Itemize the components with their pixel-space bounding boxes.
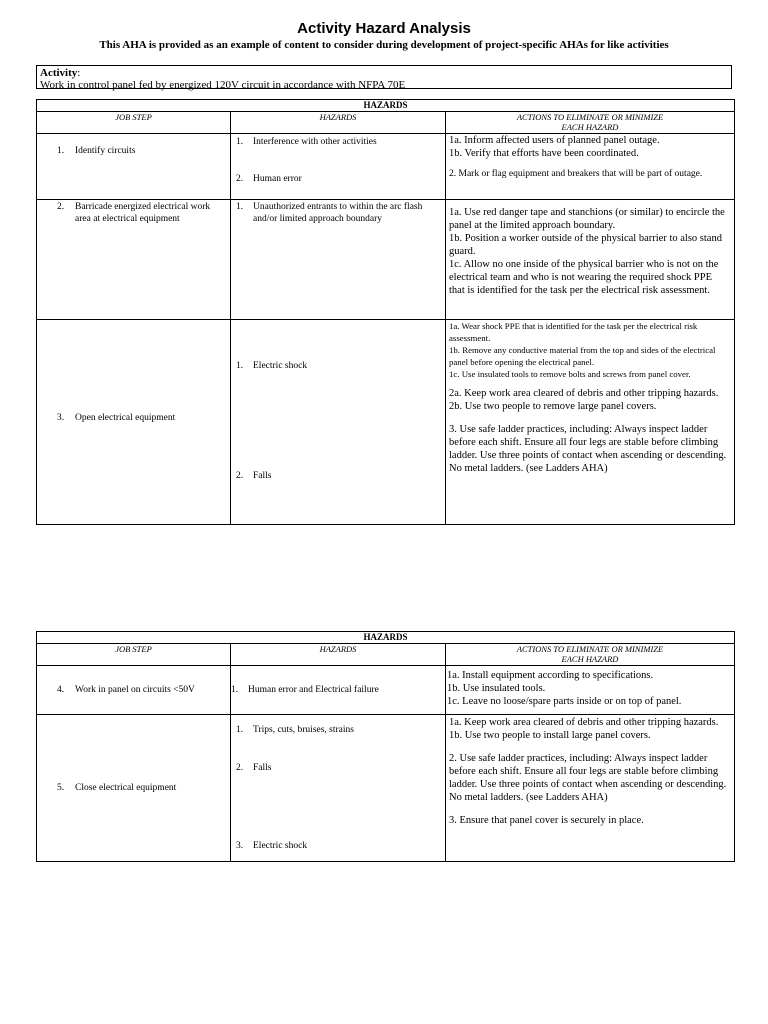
activity-label: Activity bbox=[40, 67, 78, 79]
hazard-text: Electric shock bbox=[253, 361, 308, 371]
step-text: Work in panel on circuits <50V bbox=[75, 685, 195, 695]
table-row bbox=[37, 320, 735, 525]
step-text: Barricade energized electrical work area at electrical equipment bbox=[75, 202, 211, 224]
hazard-text: Human error and Electrical failure bbox=[248, 685, 379, 695]
action-item: 1c. Leave no loose/spare parts inside or on top of panel. bbox=[447, 696, 682, 707]
hazard-text: Falls bbox=[253, 763, 272, 773]
action-item: 1b. Use two people to install large panel covers. bbox=[449, 730, 651, 741]
table-row bbox=[37, 200, 735, 320]
job-step-cell bbox=[37, 666, 231, 715]
action-item: 1b. Position a worker outside of the physical barrier to also stand guard. bbox=[449, 233, 722, 257]
actions-cell bbox=[446, 200, 735, 320]
job-step-cell bbox=[37, 320, 231, 525]
table-row bbox=[37, 134, 735, 200]
action-item: 1c. Use insulated tools to remove bolts and screws from panel cover. bbox=[449, 369, 691, 379]
step-number: 5. bbox=[57, 783, 65, 793]
document-subtitle: This AHA is provided as an example of content to consider during development of project-specific AHAs for like activities bbox=[99, 39, 669, 51]
actions-header-line2: EACH HAZARD bbox=[561, 122, 619, 132]
document-title: Activity Hazard Analysis bbox=[297, 20, 471, 37]
hazard-number: 2. bbox=[236, 174, 244, 184]
job-step-cell bbox=[37, 715, 231, 862]
action-item: 1b. Verify that efforts have been coordinated. bbox=[449, 148, 639, 159]
step-text: Close electrical equipment bbox=[75, 783, 177, 793]
step-text: Identify circuits bbox=[75, 146, 136, 156]
job-step-header: JOB STEP bbox=[37, 112, 231, 134]
hazard-table-2 bbox=[36, 631, 735, 862]
hazard-text: Falls bbox=[253, 471, 272, 481]
action-item: 1a. Install equipment according to specifications. bbox=[447, 670, 654, 681]
actions-cell bbox=[446, 320, 735, 525]
hazards-cell bbox=[231, 134, 446, 200]
actions-cell bbox=[446, 715, 735, 862]
action-item: 1a. Keep work area cleared of debris and other tripping hazards. bbox=[449, 717, 719, 728]
action-item: 3. Ensure that panel cover is securely in place. bbox=[449, 815, 644, 826]
hazards-header: HAZARDS bbox=[231, 112, 446, 134]
actions-header bbox=[446, 112, 735, 134]
hazards-cell bbox=[231, 200, 446, 320]
actions-cell bbox=[446, 134, 735, 200]
activity-colon: : bbox=[77, 67, 81, 79]
hazards-cell bbox=[231, 666, 446, 715]
hazards-header: HAZARDS bbox=[231, 644, 446, 666]
action-item: 1a. Wear shock PPE that is identified for the task per the electrical risk assessment. bbox=[449, 321, 698, 343]
hazard-text: Interference with other activities bbox=[253, 137, 377, 147]
action-item: 1a. Inform affected users of planned panel outage. bbox=[449, 135, 660, 146]
action-item: 1c. Allow no one inside of the physical barrier who is not on the electrical team and who is not wearing the required shock PPE that is identified for the task per the electrical risk assessment. bbox=[449, 259, 719, 296]
action-item: 1b. Remove any conductive material from the top and sides of the electrical panel before opening the electrical panel. bbox=[449, 345, 716, 367]
action-item: 1a. Use red danger tape and stanchions (or similar) to encircle the panel at the limited approach boundary. bbox=[449, 207, 725, 231]
step-number: 1. bbox=[57, 146, 65, 156]
step-number: 2. bbox=[57, 202, 65, 212]
hazard-text: Unauthorized entrants to within the arc flash and/or limited approach boundary bbox=[253, 202, 423, 224]
activity-box bbox=[36, 65, 732, 89]
hazard-number: 2. bbox=[236, 471, 244, 481]
hazard-number: 3. bbox=[236, 841, 244, 851]
hazard-number: 1. bbox=[231, 685, 239, 695]
step-text: Open electrical equipment bbox=[75, 413, 176, 423]
actions-header bbox=[446, 644, 735, 666]
action-item: 2. Mark or flag equipment and breakers that will be part of outage. bbox=[449, 169, 703, 179]
action-item: 1b. Use insulated tools. bbox=[447, 683, 546, 694]
step-number: 4. bbox=[57, 685, 65, 695]
activity-text: Work in control panel fed by energized 120V circuit in accordance with NFPA 70E bbox=[40, 79, 406, 91]
hazard-number: 1. bbox=[236, 202, 244, 212]
hazard-text: Electric shock bbox=[253, 841, 308, 851]
hazards-band-header: HAZARDS bbox=[37, 632, 735, 644]
action-item: 2b. Use two people to remove large panel covers. bbox=[449, 401, 657, 412]
hazard-number: 1. bbox=[236, 137, 244, 147]
actions-header-line1: ACTIONS TO ELIMINATE OR MINIMIZE bbox=[516, 644, 664, 654]
hazard-text: Trips, cuts, bruises, strains bbox=[253, 725, 354, 735]
action-item: 3. Use safe ladder practices, including: Always inspect ladder before each shift. Ensure all four legs are stable before climbing ladder. Use three points of contact when ascending or descending. No metal ladders. (see Ladders AHA) bbox=[449, 424, 727, 474]
hazard-number: 1. bbox=[236, 725, 244, 735]
action-item: 2. Use safe ladder practices, including: Always inspect ladder before each shift. Ensure all four legs are stable before climbing ladder. Use three points of contact when ascending or descending. No metal ladders. (see Ladders AHA) bbox=[449, 753, 727, 803]
action-item: 2a. Keep work area cleared of debris and other tripping hazards. bbox=[449, 388, 719, 399]
actions-header-line2: EACH HAZARD bbox=[561, 654, 619, 664]
hazard-number: 2. bbox=[236, 763, 244, 773]
hazard-table-1 bbox=[36, 99, 735, 525]
actions-cell bbox=[446, 666, 735, 715]
hazards-band-header: HAZARDS bbox=[37, 100, 735, 112]
job-step-header: JOB STEP bbox=[37, 644, 231, 666]
hazard-text: Human error bbox=[253, 174, 302, 184]
table-row bbox=[37, 715, 735, 862]
job-step-cell bbox=[37, 200, 231, 320]
actions-header-line1: ACTIONS TO ELIMINATE OR MINIMIZE bbox=[516, 112, 664, 122]
hazard-number: 1. bbox=[236, 361, 244, 371]
table-row bbox=[37, 666, 735, 715]
step-number: 3. bbox=[57, 413, 65, 423]
hazards-cell bbox=[231, 320, 446, 525]
job-step-cell bbox=[37, 134, 231, 200]
hazards-cell bbox=[231, 715, 446, 862]
